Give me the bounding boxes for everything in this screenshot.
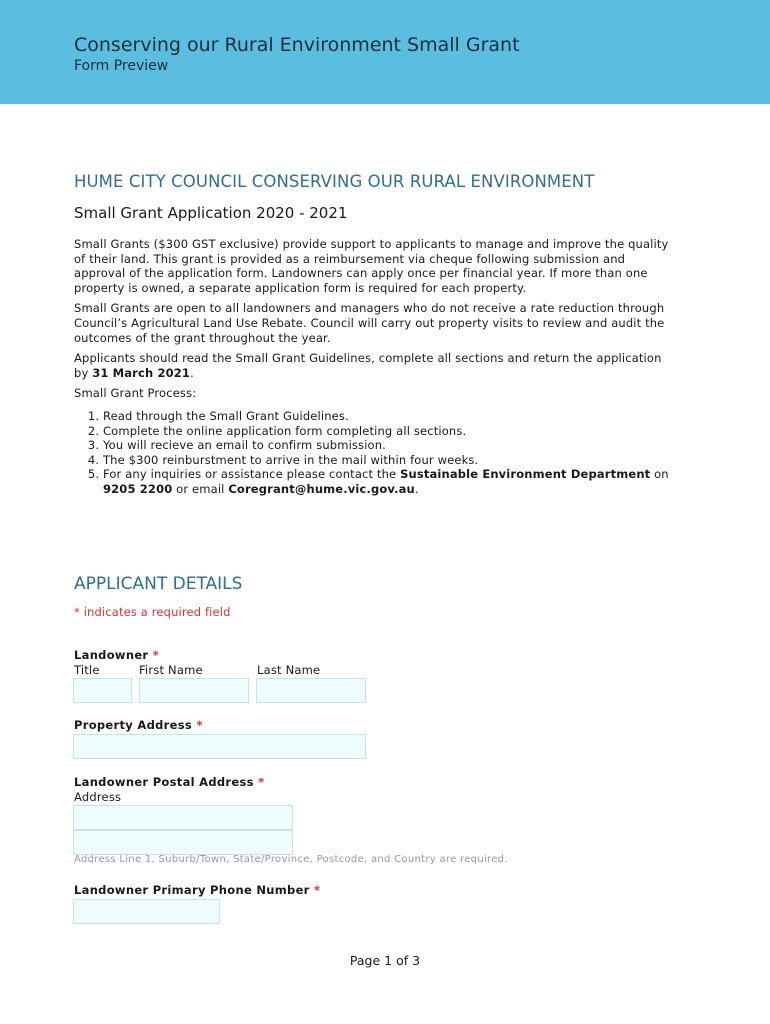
- intro-paragraph-3: Applicants should read the Small Grant Guidelines, complete all sections and return the application by 31 March 2021.: [74, 351, 662, 380]
- deadline-date: 31 March 2021: [92, 365, 191, 380]
- contact-email: Coregrant@hume.vic.gov.au: [228, 481, 415, 496]
- form-title: Conserving our Rural Environment Small Grant: [74, 34, 520, 56]
- first-name-label: First Name: [139, 663, 203, 677]
- intro-paragraph-2: Small Grants are open to all landowners and managers who do not receive a rate reduction through Council’s Agricultural Land Use Rebate. Council will carry out property visits to review and audit the outcomes of the grant throughout the year.: [74, 301, 665, 345]
- process-step: 1. Read through the Small Grant Guidelines.: [103, 409, 674, 424]
- required-field-note: * indicates a required field: [74, 605, 231, 619]
- address-hint: Address Line 1, Suburb/Town, State/Province, Postcode, and Country are required.: [74, 854, 508, 865]
- application-subheading: Small Grant Application 2020 - 2021: [74, 204, 348, 222]
- property-address-label: Property Address *: [74, 718, 203, 732]
- process-steps: [74, 409, 674, 497]
- address-line-2-input[interactable]: [73, 830, 293, 855]
- last-name-input[interactable]: [256, 678, 366, 703]
- council-heading: HUME CITY COUNCIL CONSERVING OUR RURAL ENVIRONMENT: [74, 172, 595, 191]
- last-name-label: Last Name: [257, 663, 321, 677]
- header-banner: [0, 0, 770, 104]
- intro-paragraph-1: Small Grants ($300 GST exclusive) provide support to applicants to manage and improve the quality of their land. This grant is provided as a reimbursement via cheque following submission and approval of the application form. Landowners can apply once per financial year. If more than one property is owned, a separate application form is required for each property.: [74, 237, 669, 295]
- process-label: Small Grant Process:: [74, 386, 197, 401]
- property-address-input[interactable]: [73, 734, 366, 759]
- applicant-details-heading: APPLICANT DETAILS: [74, 574, 243, 594]
- address-label: Address: [74, 790, 122, 804]
- title-input[interactable]: [73, 678, 132, 703]
- form-subtitle: Form Preview: [74, 58, 169, 74]
- first-name-input[interactable]: [139, 678, 249, 703]
- process-step: 3. You will recieve an email to confirm submission.: [103, 438, 674, 453]
- page-number: Page 1 of 3: [349, 953, 421, 968]
- landowner-label: Landowner *: [74, 648, 160, 662]
- process-step: 5. For any inquiries or assistance please contact the Sustainable Environment Department on 9205 2200 or email Coregrant@hume.vic.gov.au.: [103, 467, 674, 496]
- postal-address-label: Landowner Postal Address *: [74, 775, 265, 789]
- process-step: 4. The $300 reinburstment to arrive in the mail within four weeks.: [103, 453, 674, 468]
- phone-label: Landowner Primary Phone Number *: [74, 883, 321, 897]
- phone-input[interactable]: [73, 899, 220, 924]
- title-label: Title: [74, 663, 100, 677]
- process-step: 2. Complete the online application form completing all sections.: [103, 424, 674, 439]
- intro-section: [74, 172, 674, 497]
- address-line-1-input[interactable]: [73, 805, 293, 830]
